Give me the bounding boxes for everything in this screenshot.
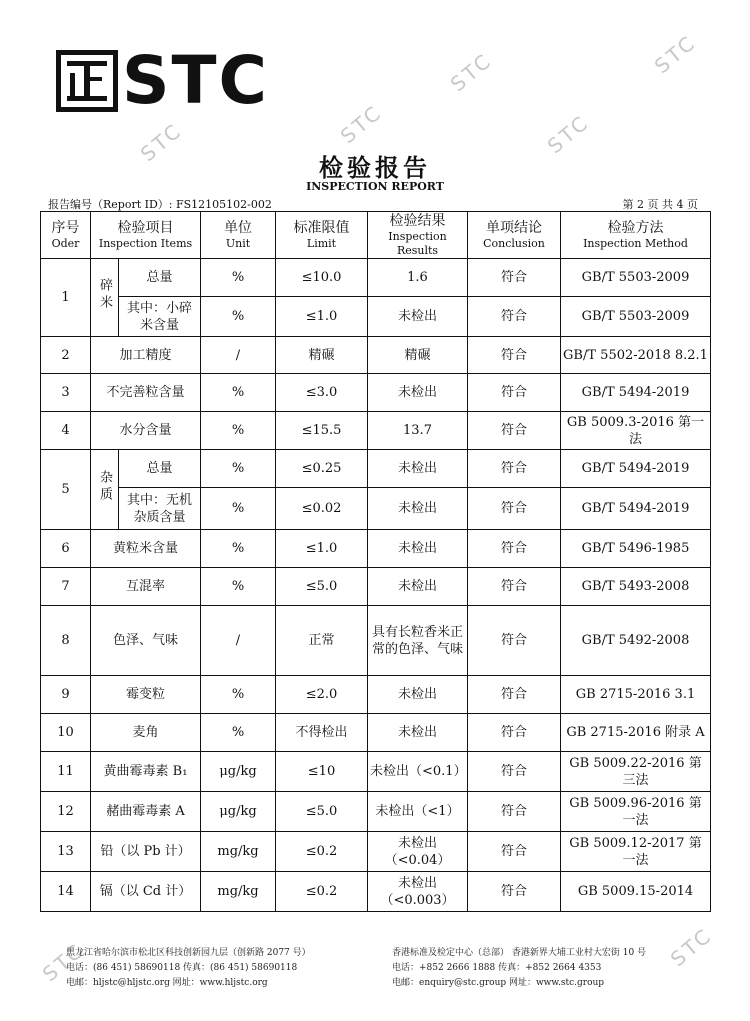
cell-result: 13.7 [368, 412, 468, 450]
cell-limit: ≤0.2 [276, 832, 368, 872]
cell-item: 互混率 [91, 568, 201, 606]
cell-unit: % [201, 259, 276, 297]
cell-item: 麦角 [91, 714, 201, 752]
page-info: 第 2 页 共 4 页 [622, 198, 698, 211]
cell-item: 其中：小碎米含量 [119, 297, 201, 337]
footer-right [392, 946, 646, 991]
header-unit: 单位 Unit [201, 212, 276, 259]
cell-unit: mg/kg [201, 832, 276, 872]
cell-method: GB 2715-2016 附录 A [561, 714, 711, 752]
cell-no: 4 [41, 412, 91, 450]
table-row [41, 792, 711, 832]
cell-conclusion: 符合 [468, 337, 561, 374]
cell-conclusion: 符合 [468, 676, 561, 714]
watermark: STC [665, 922, 717, 972]
cell-result: 未检出 [368, 297, 468, 337]
footer-right-phone: 电话：+852 2666 1888 传真：+852 2664 4353 [392, 963, 602, 973]
cell-conclusion: 符合 [468, 450, 561, 488]
cell-no: 14 [41, 872, 91, 912]
cell-result: 具有长粒香米正常的色泽、气味 [368, 606, 468, 676]
cell-item: 总量 [119, 259, 201, 297]
table-row [41, 832, 711, 872]
cell-conclusion: 符合 [468, 530, 561, 568]
cell-item: 其中：无机杂质含量 [119, 488, 201, 530]
cell-limit: 精碾 [276, 337, 368, 374]
cell-limit: ≤0.2 [276, 872, 368, 912]
header-order: 序号 Oder [41, 212, 91, 259]
cell-limit: ≤3.0 [276, 374, 368, 412]
watermark: STC [542, 109, 594, 159]
cell-method: GB/T 5503-2009 [561, 297, 711, 337]
watermark: STC [135, 117, 187, 167]
table-row [41, 676, 711, 714]
cell-conclusion: 符合 [468, 714, 561, 752]
footer-left [66, 946, 311, 991]
group-label-impurities: 杂质 [91, 450, 119, 530]
group-label-broken-rice: 碎米 [91, 259, 119, 337]
cell-item: 黄粒米含量 [91, 530, 201, 568]
cell-limit: ≤5.0 [276, 568, 368, 606]
cell-conclusion: 符合 [468, 832, 561, 872]
cell-method: GB/T 5493-2008 [561, 568, 711, 606]
table-row [41, 752, 711, 792]
footer-left-email: 电邮：hljstc@hljstc.org 网址：www.hljstc.org [66, 978, 268, 988]
cell-result: 未检出 [368, 568, 468, 606]
cell-conclusion: 符合 [468, 412, 561, 450]
cell-no: 7 [41, 568, 91, 606]
cell-method: GB/T 5494-2019 [561, 450, 711, 488]
cell-result: 未检出 [368, 530, 468, 568]
cell-method: GB 5009.3-2016 第一法 [561, 412, 711, 450]
logo-mark-icon [56, 50, 118, 112]
report-subtitle: INSPECTION REPORT [306, 180, 444, 193]
table-row [41, 568, 711, 606]
cell-no: 6 [41, 530, 91, 568]
report-id: 报告编号（Report ID）: FS12105102-002 [48, 198, 272, 211]
stc-logo [56, 42, 269, 119]
cell-result: 未检出（<0.1） [368, 752, 468, 792]
cell-conclusion: 符合 [468, 259, 561, 297]
cell-no: 11 [41, 752, 91, 792]
cell-method: GB/T 5502-2018 8.2.1 [561, 337, 711, 374]
cell-item: 铅（以 Pb 计） [91, 832, 201, 872]
cell-conclusion: 符合 [468, 606, 561, 676]
cell-result: 精碾 [368, 337, 468, 374]
cell-result: 未检出 [368, 488, 468, 530]
cell-no: 13 [41, 832, 91, 872]
cell-limit: ≤2.0 [276, 676, 368, 714]
cell-limit: 不得检出 [276, 714, 368, 752]
table-row [41, 337, 711, 374]
cell-item: 不完善粒含量 [91, 374, 201, 412]
cell-conclusion: 符合 [468, 568, 561, 606]
footer-right-address: 香港标准及检定中心（总部） 香港新界大埔工业村大宏街 10 号 [392, 948, 647, 958]
cell-no: 8 [41, 606, 91, 676]
cell-unit: % [201, 374, 276, 412]
cell-unit: % [201, 412, 276, 450]
cell-method: GB/T 5494-2019 [561, 488, 711, 530]
cell-no: 5 [41, 450, 91, 530]
inspection-table [40, 211, 711, 912]
cell-method: GB/T 5503-2009 [561, 259, 711, 297]
cell-result: 未检出 [368, 714, 468, 752]
watermark: STC [649, 29, 701, 79]
header-method: 检验方法 Inspection Method [561, 212, 711, 259]
cell-item: 水分含量 [91, 412, 201, 450]
cell-result: 未检出（<1） [368, 792, 468, 832]
table-row [41, 714, 711, 752]
cell-no: 2 [41, 337, 91, 374]
cell-item: 黄曲霉毒素 B₁ [91, 752, 201, 792]
cell-item: 霉变粒 [91, 676, 201, 714]
header-limit: 标准限值 Limit [276, 212, 368, 259]
cell-method: GB 5009.22-2016 第三法 [561, 752, 711, 792]
cell-unit: μg/kg [201, 752, 276, 792]
cell-unit: mg/kg [201, 872, 276, 912]
cell-no: 3 [41, 374, 91, 412]
watermark: STC [37, 937, 89, 987]
cell-result: 未检出（<0.003） [368, 872, 468, 912]
table-row [41, 606, 711, 676]
table-row [41, 872, 711, 912]
cell-unit: % [201, 450, 276, 488]
cell-item: 总量 [119, 450, 201, 488]
cell-limit: ≤15.5 [276, 412, 368, 450]
cell-conclusion: 符合 [468, 488, 561, 530]
cell-unit: % [201, 676, 276, 714]
cell-limit: ≤0.02 [276, 488, 368, 530]
cell-limit: ≤10 [276, 752, 368, 792]
watermark: STC [335, 99, 387, 149]
cell-result: 未检出（<0.04） [368, 832, 468, 872]
header-results: 检验结果 Inspection Results [368, 212, 468, 259]
table-row [41, 450, 711, 488]
cell-unit: μg/kg [201, 792, 276, 832]
table-row [41, 297, 711, 337]
cell-result: 1.6 [368, 259, 468, 297]
header-items: 检验项目 Inspection Items [91, 212, 201, 259]
cell-no: 12 [41, 792, 91, 832]
cell-method: GB/T 5496-1985 [561, 530, 711, 568]
cell-unit: % [201, 297, 276, 337]
cell-limit: 正常 [276, 606, 368, 676]
table-row [41, 374, 711, 412]
cell-unit: % [201, 530, 276, 568]
cell-conclusion: 符合 [468, 297, 561, 337]
cell-unit: / [201, 337, 276, 374]
cell-item: 色泽、气味 [91, 606, 201, 676]
cell-method: GB/T 5494-2019 [561, 374, 711, 412]
cell-limit: ≤1.0 [276, 530, 368, 568]
table-row [41, 488, 711, 530]
cell-result: 未检出 [368, 374, 468, 412]
cell-no: 10 [41, 714, 91, 752]
report-title: 检验报告 [319, 153, 431, 182]
cell-unit: / [201, 606, 276, 676]
cell-no: 1 [41, 259, 91, 337]
cell-limit: ≤1.0 [276, 297, 368, 337]
footer-right-email: 电邮：enquiry@stc.group 网址：www.stc.group [392, 978, 605, 988]
footer-left-address: 黑龙江省哈尔滨市松北区科技创新园九层（创新路 2077 号） [66, 948, 311, 958]
cell-conclusion: 符合 [468, 374, 561, 412]
footer-left-phone: 电话：(86 451) 58690118 传真：(86 451) 58690118 [66, 963, 298, 973]
table-row [41, 530, 711, 568]
cell-conclusion: 符合 [468, 792, 561, 832]
cell-result: 未检出 [368, 676, 468, 714]
watermark: STC [445, 47, 497, 97]
cell-result: 未检出 [368, 450, 468, 488]
cell-no: 9 [41, 676, 91, 714]
cell-conclusion: 符合 [468, 752, 561, 792]
cell-method: GB 5009.12-2017 第一法 [561, 832, 711, 872]
cell-item: 加工精度 [91, 337, 201, 374]
cell-limit: ≤5.0 [276, 792, 368, 832]
table-row [41, 412, 711, 450]
cell-method: GB 5009.15-2014 [561, 872, 711, 912]
cell-limit: ≤10.0 [276, 259, 368, 297]
table-header-row [41, 212, 711, 259]
cell-conclusion: 符合 [468, 872, 561, 912]
cell-item: 赭曲霉毒素 A [91, 792, 201, 832]
cell-method: GB 5009.96-2016 第一法 [561, 792, 711, 832]
header-conclusion: 单项结论 Conclusion [468, 212, 561, 259]
cell-unit: % [201, 488, 276, 530]
cell-unit: % [201, 568, 276, 606]
cell-item: 镉（以 Cd 计） [91, 872, 201, 912]
cell-method: GB/T 5492-2008 [561, 606, 711, 676]
logo-text: STC [122, 42, 269, 119]
cell-method: GB 2715-2016 3.1 [561, 676, 711, 714]
table-row [41, 259, 711, 297]
cell-limit: ≤0.25 [276, 450, 368, 488]
cell-unit: % [201, 714, 276, 752]
